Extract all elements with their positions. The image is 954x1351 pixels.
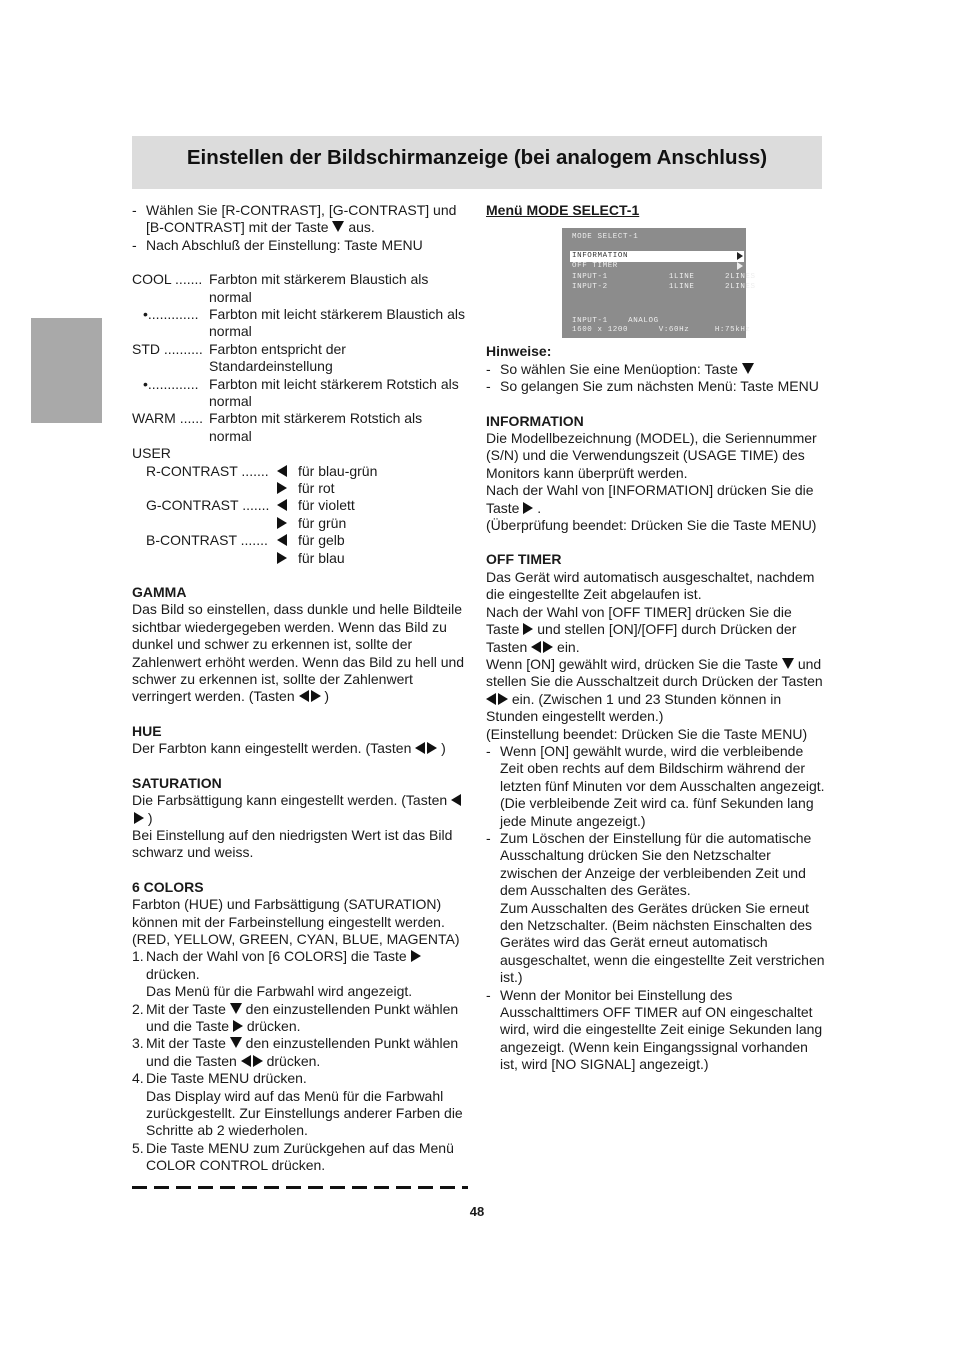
color-item: •............. Farbton mit leicht stärkerem Blaustich als normal: [143, 306, 465, 340]
information-text: Die Modellbezeichnung (MODEL), die Seriennummer (S/N) und die Verwendungszeit (USAGE TIME) des Monitors kann überprüft werden.: [486, 430, 817, 481]
hinweis-2: - So gelangen Sie zum nächsten Menü: Taste MENU: [486, 378, 826, 395]
right-arrow-icon: [523, 502, 533, 514]
hinweise-heading: Hinweise:: [486, 343, 552, 360]
off-timer-text-3: Wenn [ON] gewählt wird, drücken Sie die Taste und stellen Sie die Ausschaltzeit durch Drücken der Tasten ein. (Zwischen 1 und 23 Stunden können in Stunden eingestellt werden.): [486, 655, 823, 725]
off-timer-text-4: (Einstellung beendet: Drücken Sie die Taste MENU): [486, 725, 808, 742]
saturation-text: Die Farbsättigung kann eingestellt werden. (Tasten ): [132, 792, 468, 827]
left-arrow-icon: [451, 794, 461, 806]
pointer-icon: [737, 262, 743, 270]
rgb-row: G-CONTRAST ....... für violett: [146, 497, 355, 514]
gamma-heading: GAMMA: [132, 584, 187, 601]
off-timer-note-3: - Wenn der Monitor bei Einstellung des Ausschalttimers OFF TIMER auf ON eingeschaltet wird, wird die eingestellte Zeit einige Sekunden lang angezeigt. (Wenn kein Eingangssignal vorhanden ist, wird [NO SIGNAL] angezeigt.): [486, 987, 826, 1074]
rgb-row: für blau: [132, 550, 468, 567]
right-arrow-icon: [277, 552, 287, 564]
saturation-heading: SATURATION: [132, 774, 222, 791]
right-arrow-icon: [411, 950, 421, 962]
left-arrow-icon: [531, 641, 541, 653]
osd-title: MODE SELECT-1: [572, 233, 639, 242]
right-arrow-icon: [134, 812, 144, 824]
color-item: COOL ....... Farbton mit stärkerem Blaustich als normal: [132, 271, 429, 305]
off-timer-note-2: - Zum Löschen der Einstellung für die automatische Ausschaltung drücken Sie den Netzschalter zwischen der Anzeige der verbleibenden Zeit und dem Ausschalten des Gerätes. Zum Ausschalten des Gerätes drücken Sie erneut den Netzschalter. (Beim nächsten Einschalten des Gerätes wird das Gerät erneut automatisch ausgeschaltet, wenn die eingestellte Zeit verstrichen ist.): [486, 830, 826, 987]
off-timer-text-1: Das Gerät wird automatisch ausgeschaltet, nachdem die eingestellte Zeit abgelaufen ist.: [486, 568, 815, 603]
hue-text: Der Farbton kann eingestellt werden. (Tasten ): [132, 740, 446, 757]
left-arrow-icon: [299, 690, 309, 702]
left-arrow-icon: [486, 693, 496, 705]
right-arrow-icon: [277, 517, 287, 529]
osd-input-2: INPUT-2 1LINE 2LINES: [572, 283, 756, 292]
information-heading: INFORMATION: [486, 412, 584, 429]
off-timer-heading: OFF TIMER: [486, 551, 562, 568]
intro-line-1: - Wählen Sie [R-CONTRAST], [G-CONTRAST] und [B-CONTRAST] mit der Taste aus.: [132, 202, 468, 237]
right-arrow-icon: [498, 693, 508, 705]
user-label: USER: [132, 445, 171, 462]
left-arrow-icon: [277, 534, 287, 546]
down-arrow-icon: [230, 1003, 242, 1014]
left-arrow-icon: [277, 499, 287, 511]
right-arrow-icon: [233, 1020, 243, 1032]
rgb-row: für grün: [132, 515, 468, 532]
down-arrow-icon: [230, 1037, 242, 1048]
six-colors-heading: 6 COLORS: [132, 878, 204, 895]
color-item: WARM ...... Farbton mit stärkerem Rotstich als normal: [132, 410, 423, 444]
dashed-divider: [132, 1186, 468, 1189]
page-title: Einstellen der Bildschirmanzeige (bei analogem Anschluss): [186, 146, 768, 169]
color-item: STD .......... Farbton entspricht der Standardeinstellung: [132, 340, 346, 375]
pointer-icon: [737, 252, 743, 260]
osd-item-off-timer: OFF TIMER: [572, 261, 744, 272]
hinweis-1: - So wählen Sie eine Menüoption: Taste: [486, 361, 826, 378]
hue-heading: HUE: [132, 722, 162, 739]
page-number: 48: [469, 1204, 485, 1219]
rgb-row: B-CONTRAST ....... für gelb: [146, 532, 345, 549]
right-arrow-icon: [523, 623, 533, 635]
left-column: [132, 202, 468, 1175]
osd-input-1: INPUT-1 1LINE 2LINES: [572, 273, 756, 282]
down-arrow-icon: [782, 658, 794, 669]
step-3: 3. Mit der Taste den einzustellenden Punkt wählen und die Tasten drücken.: [132, 1035, 459, 1069]
down-arrow-icon: [742, 363, 754, 374]
osd-status-2: 1600 x 1200 V:60Hz H:75kHz: [572, 326, 751, 335]
step-2: 2. Mit der Taste den einzustellenden Punkt wählen und die Taste drücken.: [132, 1000, 459, 1034]
off-timer-text-2: Nach der Wahl von [OFF TIMER] drücken Sie die Taste und stellen [ON]/[OFF] durch Drücken der Tasten ein.: [486, 603, 797, 655]
information-text-3: (Überprüfung beendet: Drücken Sie die Taste MENU): [486, 517, 817, 534]
right-arrow-icon: [277, 482, 287, 494]
right-arrow-icon: [253, 1055, 263, 1067]
off-timer-note-1: - Wenn [ON] gewählt wurde, wird die verbleibende Zeit oben rechts auf dem Bildschirm während der letzten fünf Minuten vor dem Ausschalten angezeigt. (Die verbleibende Zeit wird ca. fünf Sekunden lang jede Minute angezeigt.): [486, 743, 826, 830]
left-arrow-icon: [277, 465, 287, 477]
right-arrow-icon: [543, 641, 553, 653]
down-arrow-icon: [332, 221, 344, 232]
step-4: 4. Die Taste MENU drücken. Das Display wird auf das Menü für die Farbwahl zurückgestellt. Zur Einstellungs anderer Farben die Schritte ab 2 wiederholen.: [132, 1070, 463, 1139]
language-tab-marker: [31, 318, 102, 423]
color-item: •............. Farbton mit leicht stärkerem Rotstich als normal: [143, 375, 459, 410]
left-arrow-icon: [415, 742, 425, 754]
right-arrow-icon: [427, 742, 437, 754]
right-column: [486, 202, 826, 1074]
rgb-row: R-CONTRAST ....... für blau-grün: [146, 462, 378, 479]
title-bar: [132, 136, 822, 189]
osd-status-1: INPUT-1 ANALOG: [572, 317, 659, 326]
six-colors-text: Farbton (HUE) und Farbsättigung (SATURATION) können mit der Farbeinstellung eingestellt werden. (RED, YELLOW, GREEN, CYAN, BLUE, MAGENTA): [132, 896, 460, 947]
information-text-2: Nach der Wahl von [INFORMATION] drücken Sie die Taste .: [486, 482, 814, 516]
rgb-row: für rot: [132, 480, 468, 497]
gamma-text: Das Bild so einstellen, dass dunkle und helle Bildteile sichtbar wiedergegeben werden. Wenn das Bild zu dunkel und schwer zu erkennen ist, sollte der Zahlenwert erhöht werden. Wenn das Bild zu hell und schwer zu erkennen ist, sollte der Zahlenwert verringert werden. (Tasten ): [132, 601, 465, 705]
step-5: 5. Die Taste MENU zum Zurückgehen auf das Menü COLOR CONTROL drücken.: [132, 1139, 454, 1174]
osd-item-information: INFORMATION: [570, 251, 744, 262]
right-arrow-icon: [311, 690, 321, 702]
step-1: 1. Nach der Wahl von [6 COLORS] die Taste drücken. Das Menü für die Farbwahl wird angezeigt.: [132, 948, 468, 1000]
osd-screenshot: [562, 228, 756, 338]
left-arrow-icon: [241, 1055, 251, 1067]
intro-line-2: - Nach Abschluß der Einstellung: Taste MENU: [132, 237, 468, 254]
menu-heading: Menü MODE SELECT-1: [486, 202, 640, 218]
saturation-text-2: Bei Einstellung auf den niedrigsten Wert ist das Bild schwarz und weiss.: [132, 826, 453, 861]
